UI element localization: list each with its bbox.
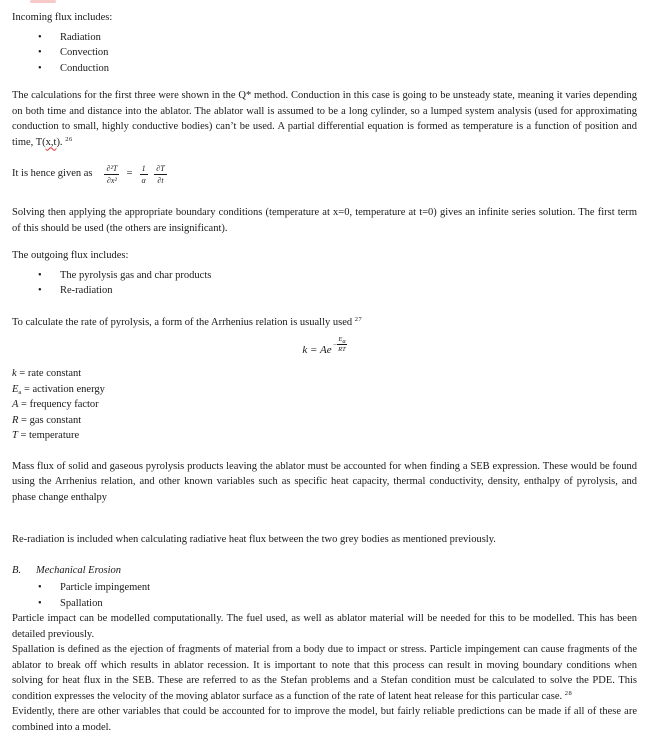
paragraph-solving: Solving then applying the appropriate boundary conditions (temperature at x=0, temperature at t=0) gives an infinite series solution. The first term of this should be used (the others are insignificant).: [12, 207, 637, 234]
red-squiggle-artifact: [30, 0, 56, 3]
section-b-heading: [12, 563, 637, 579]
footnote-ref-27: 27: [354, 315, 363, 323]
pde-equation-line: [12, 158, 637, 190]
list-item: [12, 596, 637, 612]
paragraph-mass-flux: Mass flux of solid and gaseous pyrolysis products leaving the ablator must be accounted for when finding a SEB expression. These would be found using the Arrhenius relation, and other known variables such as specific heat capacity, thermal conductivity, density, enthalpy of pyrolysis, and phase change enthalpy: [12, 460, 637, 503]
list-item: [12, 61, 637, 77]
bullet-icon: •: [38, 269, 42, 281]
bullet-icon: •: [38, 285, 42, 296]
list-item-label: Conduction: [60, 62, 109, 74]
equals-sign: =: [125, 168, 134, 180]
section-label: B.: [12, 564, 22, 576]
arrhenius-equation: [302, 336, 346, 356]
list-item-label: Particle impingement: [60, 582, 151, 593]
list-item-label: Convection: [60, 47, 109, 58]
outgoing-flux-list: [12, 268, 637, 299]
list-item: [12, 283, 637, 299]
fraction: $\frac{\text{∂²T}}{\text{∂x²}}$: [106, 163, 118, 185]
bullet-icon: •: [38, 47, 42, 58]
paragraph-text: Spallation is defined as the ejection of fragments of material from a body due to impact or stress. Particle impingement can cause fragments of the ablator to break off which results in ablator recession. It is important to note that this process can result in moving boundary conditions when solving for heat flux in the SEB. These are referred to as the Stefan problems and a Stefan condition must be calculated to solve the PDE. This condition expresses the velocity of the moving ablator surface as a function of the rate of latent heat release for this particular case.: [12, 644, 637, 702]
list-item: [12, 45, 637, 61]
incoming-flux-heading: Incoming flux includes:: [12, 12, 113, 23]
footnote-ref-26: 26: [65, 135, 73, 143]
bullet-icon: •: [38, 62, 42, 74]
list-item-label: Re-radiation: [60, 285, 113, 296]
definition-line: R = gas constant: [12, 414, 82, 426]
paragraph-text: The calculations for the first three were shown in the Q* method. Conduction in this case is going to be unsteady state, meaning it varies depending on both time and distance into the ablator. The ablator wall is assumed to be a long cylinder, so a lumped system analysis (used for approximating conduction to small, highly conductive bodies) can’t be used. A partial differential equation is formed as temperature is a function of position and time, T(: [12, 90, 637, 148]
footnote-ref-28: 28: [564, 689, 573, 697]
bullet-icon: •: [38, 597, 42, 609]
paragraph-pyrolysis: [12, 315, 637, 331]
list-item: [12, 268, 637, 284]
incoming-flux-list: [12, 30, 637, 77]
definition-line: T = temperature: [12, 430, 80, 441]
variable-definitions: [12, 366, 637, 444]
outgoing-flux-heading: The outgoing flux includes:: [12, 250, 129, 261]
list-item-label: Spallation: [60, 597, 103, 609]
fraction: $\frac{\partial T}{\partial t}$: [156, 163, 165, 185]
fraction: $\frac{1}{\alpha}$: [141, 163, 146, 185]
arrhenius-equation-block: [12, 336, 637, 362]
list-item-label: The pyrolysis gas and char products: [60, 269, 212, 281]
definition-line: k = rate constant: [12, 368, 82, 379]
section-title: Mechanical Erosion: [36, 564, 122, 576]
paragraph-text: ).: [56, 136, 66, 148]
list-item: [12, 580, 637, 596]
equation-lhs: k = Ae: [302, 343, 332, 356]
paragraph-spallation: [12, 642, 637, 704]
list-item-label: Radiation: [60, 31, 101, 43]
paragraph-text: To calculate the rate of pyrolysis, a form of the Arrhenius relation is usually used: [12, 316, 355, 328]
paragraph-evidently: Evidently, there are other variables that could be accounted for to improve the model, but fairly reliable predictions can be made if all of these are combined into a model.: [12, 706, 637, 733]
pde-equation: [102, 164, 168, 185]
equation-prefix: It is hence given as: [12, 168, 93, 180]
bullet-icon: •: [38, 582, 42, 593]
definition-line: $E_a$ = activation energy: [12, 383, 105, 396]
list-item: [12, 30, 637, 46]
fraction: $\frac{E_a}{RT}$: [338, 336, 346, 353]
exponent: − $\frac{E_a}{RT}$: [332, 336, 346, 353]
mechanical-erosion-list: [12, 580, 637, 611]
paragraph-conduction: [12, 88, 637, 150]
bullet-icon: •: [38, 31, 42, 43]
paragraph-particle-impact: Particle impact can be modelled computationally. The fuel used, as well as ablator material will be needed for this to be modelled. This has been detailed previously.: [12, 613, 637, 640]
spellcheck-squiggle-text: x,t: [45, 136, 57, 148]
definition-line: A = frequency factor: [12, 399, 99, 410]
paragraph-re-radiation: Re-radiation is included when calculating radiative heat flux between the two grey bodies as mentioned previously.: [12, 534, 496, 545]
